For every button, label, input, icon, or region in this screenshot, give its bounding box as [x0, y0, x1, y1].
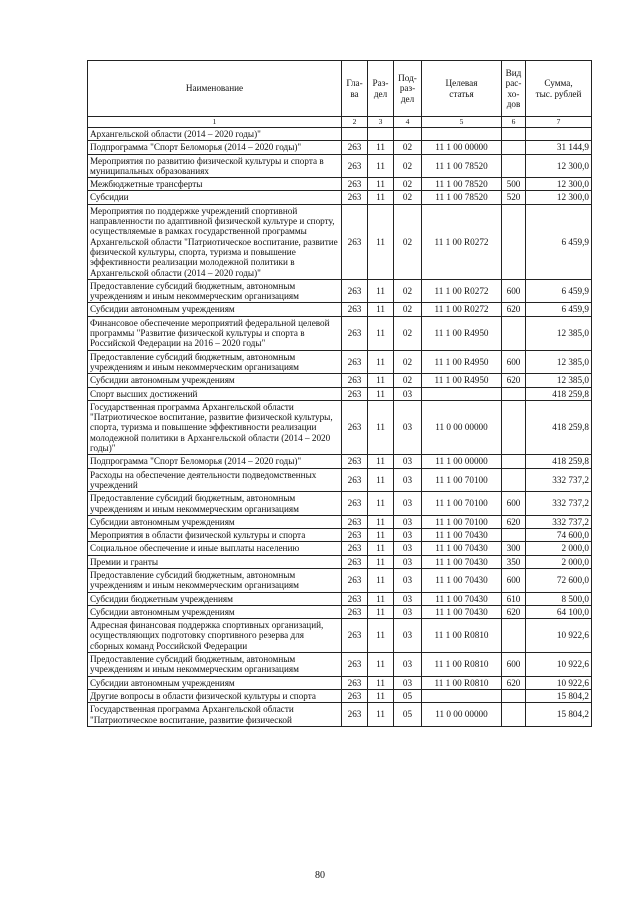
cell-razdel: 11	[368, 529, 394, 542]
table-row	[88, 303, 592, 316]
header-name: Наименование	[88, 61, 342, 117]
cell-razdel: 11	[368, 703, 394, 727]
cell-vid-rashodov	[502, 141, 526, 154]
table-row	[88, 703, 592, 727]
column-number: 2	[342, 117, 368, 128]
cell-summa: 332 737,2	[526, 468, 592, 492]
cell-razdel: 11	[368, 455, 394, 468]
column-number: 6	[502, 117, 526, 128]
table-row	[88, 542, 592, 555]
cell-glava: 263	[342, 689, 368, 702]
cell-razdel: 11	[368, 568, 394, 592]
cell-vid-rashodov	[502, 455, 526, 468]
cell-razdel: 11	[368, 400, 394, 454]
cell-celevaya-statya: 11 0 00 00000	[422, 703, 502, 727]
cell-summa: 12 300,0	[526, 154, 592, 178]
cell-glava: 263	[342, 555, 368, 568]
cell-razdel: 11	[368, 350, 394, 374]
cell-glava: 263	[342, 703, 368, 727]
cell-glava: 263	[342, 400, 368, 454]
cell-podrazdel: 03	[394, 676, 422, 689]
cell-celevaya-statya: 11 1 00 R0810	[422, 653, 502, 677]
cell-podrazdel: 03	[394, 542, 422, 555]
cell-celevaya-statya: 11 1 00 70430	[422, 555, 502, 568]
column-number: 5	[422, 117, 502, 128]
table-row	[88, 400, 592, 454]
table-row	[88, 178, 592, 191]
cell-summa: 12 385,0	[526, 316, 592, 350]
table-row	[88, 555, 592, 568]
cell-vid-rashodov	[502, 316, 526, 350]
cell-razdel: 11	[368, 279, 394, 303]
cell-razdel: 11	[368, 515, 394, 528]
cell-razdel: 11	[368, 141, 394, 154]
budget-table	[87, 60, 592, 727]
table-row	[88, 191, 592, 204]
cell-summa: 332 737,2	[526, 515, 592, 528]
cell-glava: 263	[342, 455, 368, 468]
cell-name: Предоставление субсидий бюджетным, автономным учреждениям и иным некоммерческим организациям	[88, 279, 342, 303]
cell-glava: 263	[342, 141, 368, 154]
cell-vid-rashodov: 520	[502, 191, 526, 204]
cell-vid-rashodov	[502, 689, 526, 702]
cell-glava: 263	[342, 529, 368, 542]
cell-podrazdel: 02	[394, 178, 422, 191]
cell-podrazdel: 03	[394, 468, 422, 492]
cell-summa: 72 600,0	[526, 568, 592, 592]
cell-name: Субсидии автономным учреждениям	[88, 303, 342, 316]
table-row	[88, 689, 592, 702]
cell-vid-rashodov: 620	[502, 676, 526, 689]
cell-glava: 263	[342, 619, 368, 653]
cell-celevaya-statya: 11 1 00 70100	[422, 468, 502, 492]
table-row	[88, 568, 592, 592]
cell-vid-rashodov	[502, 387, 526, 400]
cell-podrazdel: 03	[394, 605, 422, 618]
cell-vid-rashodov	[502, 128, 526, 141]
cell-summa: 6 459,9	[526, 279, 592, 303]
header-glava: Гла- ва	[342, 61, 368, 117]
cell-celevaya-statya: 11 0 00 00000	[422, 400, 502, 454]
cell-name: Подпрограмма "Спорт Беломорья (2014 – 2020 годы)"	[88, 141, 342, 154]
cell-name: Предоставление субсидий бюджетным, автономным учреждениям и иным некоммерческим организациям	[88, 653, 342, 677]
table-row	[88, 592, 592, 605]
cell-razdel: 11	[368, 689, 394, 702]
cell-summa: 6 459,9	[526, 303, 592, 316]
table-row	[88, 316, 592, 350]
cell-name: Субсидии бюджетным учреждениям	[88, 592, 342, 605]
cell-summa: 15 804,2	[526, 689, 592, 702]
table-row	[88, 279, 592, 303]
column-number: 7	[526, 117, 592, 128]
cell-summa: 418 259,8	[526, 400, 592, 454]
cell-podrazdel: 03	[394, 568, 422, 592]
cell-name: Предоставление субсидий бюджетным, автономным учреждениям и иным некоммерческим организациям	[88, 350, 342, 374]
cell-name: Архангельской области (2014 – 2020 годы)"	[88, 128, 342, 141]
cell-summa: 10 922,6	[526, 653, 592, 677]
cell-razdel: 11	[368, 374, 394, 387]
cell-celevaya-statya: 11 1 00 R4950	[422, 316, 502, 350]
cell-glava: 263	[342, 154, 368, 178]
cell-name: Мероприятия по поддержке учреждений спортивной направленности по адаптивной физической культуре и спорту, осуществляемые в рамках государственной программы Архангельской области "Патриотическое воспитание, развитие физической культуры, спорта, туризма и повышение эффективности реализации молодежной политики в Архангельской области (2014 – 2020 годы)"	[88, 204, 342, 279]
cell-podrazdel: 02	[394, 204, 422, 279]
cell-summa: 12 300,0	[526, 178, 592, 191]
cell-summa: 31 144,9	[526, 141, 592, 154]
cell-summa: 8 500,0	[526, 592, 592, 605]
cell-glava	[342, 128, 368, 141]
cell-summa: 12 300,0	[526, 191, 592, 204]
cell-podrazdel: 05	[394, 689, 422, 702]
cell-razdel: 11	[368, 387, 394, 400]
column-number-row	[88, 117, 592, 128]
cell-vid-rashodov: 620	[502, 605, 526, 618]
cell-podrazdel: 03	[394, 529, 422, 542]
cell-name: Предоставление субсидий бюджетным, автономным учреждениям и иным некоммерческим организациям	[88, 492, 342, 516]
cell-glava: 263	[342, 387, 368, 400]
header-summa: Сумма, тыс. рублей	[526, 61, 592, 117]
cell-glava: 263	[342, 350, 368, 374]
cell-razdel: 11	[368, 191, 394, 204]
cell-vid-rashodov: 500	[502, 178, 526, 191]
cell-vid-rashodov: 600	[502, 492, 526, 516]
cell-vid-rashodov	[502, 529, 526, 542]
cell-celevaya-statya: 11 1 00 70430	[422, 592, 502, 605]
cell-podrazdel: 03	[394, 592, 422, 605]
cell-name: Субсидии автономным учреждениям	[88, 605, 342, 618]
cell-celevaya-statya	[422, 689, 502, 702]
cell-name: Субсидии	[88, 191, 342, 204]
cell-celevaya-statya: 11 1 00 R4950	[422, 350, 502, 374]
column-number: 3	[368, 117, 394, 128]
cell-vid-rashodov: 350	[502, 555, 526, 568]
cell-glava: 263	[342, 592, 368, 605]
table-row	[88, 468, 592, 492]
table-row	[88, 529, 592, 542]
cell-glava: 263	[342, 542, 368, 555]
cell-name: Государственная программа Архангельской области "Патриотическое воспитание, развитие физической культуры, спорта, туризма и повышение эффективности реализации молодежной политики в Архангельской области (2014 – 2020 годы)"	[88, 400, 342, 454]
cell-name: Предоставление субсидий бюджетным, автономным учреждениям и иным некоммерческим организациям	[88, 568, 342, 592]
column-number: 4	[394, 117, 422, 128]
cell-razdel: 11	[368, 542, 394, 555]
cell-vid-rashodov: 600	[502, 568, 526, 592]
cell-celevaya-statya: 11 1 00 70430	[422, 529, 502, 542]
cell-summa	[526, 128, 592, 141]
cell-name: Премии и гранты	[88, 555, 342, 568]
cell-podrazdel: 02	[394, 374, 422, 387]
cell-vid-rashodov: 300	[502, 542, 526, 555]
cell-podrazdel: 02	[394, 279, 422, 303]
cell-vid-rashodov	[502, 703, 526, 727]
table-body	[88, 128, 592, 727]
cell-podrazdel: 03	[394, 619, 422, 653]
cell-razdel: 11	[368, 303, 394, 316]
cell-celevaya-statya: 11 1 00 78520	[422, 191, 502, 204]
cell-name: Мероприятия в области физической культуры и спорта	[88, 529, 342, 542]
cell-razdel: 11	[368, 653, 394, 677]
cell-podrazdel: 03	[394, 492, 422, 516]
cell-summa: 418 259,8	[526, 387, 592, 400]
cell-podrazdel: 03	[394, 387, 422, 400]
cell-razdel: 11	[368, 555, 394, 568]
cell-podrazdel: 03	[394, 515, 422, 528]
cell-podrazdel: 03	[394, 555, 422, 568]
table-row	[88, 515, 592, 528]
cell-glava: 263	[342, 492, 368, 516]
cell-razdel: 11	[368, 178, 394, 191]
cell-name: Спорт высших достижений	[88, 387, 342, 400]
cell-summa: 6 459,9	[526, 204, 592, 279]
cell-celevaya-statya: 11 1 00 00000	[422, 455, 502, 468]
cell-razdel: 11	[368, 592, 394, 605]
cell-vid-rashodov	[502, 154, 526, 178]
cell-vid-rashodov	[502, 619, 526, 653]
cell-summa: 418 259,8	[526, 455, 592, 468]
cell-razdel: 11	[368, 676, 394, 689]
cell-celevaya-statya: 11 1 00 R0272	[422, 303, 502, 316]
cell-glava: 263	[342, 178, 368, 191]
cell-name: Государственная программа Архангельской области "Патриотическое воспитание, развитие физической	[88, 703, 342, 727]
column-number: 1	[88, 117, 342, 128]
table-row	[88, 676, 592, 689]
cell-razdel: 11	[368, 316, 394, 350]
cell-podrazdel	[394, 128, 422, 141]
cell-podrazdel: 03	[394, 455, 422, 468]
cell-summa: 64 100,0	[526, 605, 592, 618]
cell-name: Субсидии автономным учреждениям	[88, 676, 342, 689]
cell-vid-rashodov	[502, 468, 526, 492]
cell-podrazdel: 02	[394, 141, 422, 154]
cell-glava: 263	[342, 568, 368, 592]
table-row	[88, 455, 592, 468]
cell-celevaya-statya: 11 1 00 70100	[422, 492, 502, 516]
cell-razdel: 11	[368, 204, 394, 279]
header-celevaya-statya: Целевая статья	[422, 61, 502, 117]
cell-vid-rashodov: 600	[502, 653, 526, 677]
table-row	[88, 605, 592, 618]
cell-name: Другие вопросы в области физической культуры и спорта	[88, 689, 342, 702]
cell-summa: 10 922,6	[526, 619, 592, 653]
cell-summa: 74 600,0	[526, 529, 592, 542]
cell-podrazdel: 03	[394, 653, 422, 677]
cell-podrazdel: 02	[394, 316, 422, 350]
table-row	[88, 204, 592, 279]
cell-vid-rashodov	[502, 204, 526, 279]
cell-celevaya-statya: 11 1 00 78520	[422, 154, 502, 178]
table-row	[88, 154, 592, 178]
cell-razdel: 11	[368, 468, 394, 492]
cell-glava: 263	[342, 653, 368, 677]
cell-vid-rashodov: 600	[502, 279, 526, 303]
cell-glava: 263	[342, 374, 368, 387]
cell-vid-rashodov: 610	[502, 592, 526, 605]
cell-vid-rashodov	[502, 400, 526, 454]
table-row	[88, 492, 592, 516]
cell-glava: 263	[342, 676, 368, 689]
cell-celevaya-statya: 11 1 00 R4950	[422, 374, 502, 387]
cell-celevaya-statya: 11 1 00 R0272	[422, 279, 502, 303]
cell-vid-rashodov: 620	[502, 515, 526, 528]
cell-name: Подпрограмма "Спорт Беломорья (2014 – 2020 годы)"	[88, 455, 342, 468]
cell-name: Адресная финансовая поддержка спортивных организаций, осуществляющих подготовку спортивного резерва для сборных команд Российской Федерации	[88, 619, 342, 653]
cell-razdel: 11	[368, 492, 394, 516]
cell-summa: 12 385,0	[526, 374, 592, 387]
cell-razdel: 11	[368, 619, 394, 653]
cell-glava: 263	[342, 468, 368, 492]
cell-celevaya-statya	[422, 128, 502, 141]
cell-celevaya-statya	[422, 387, 502, 400]
table-row	[88, 374, 592, 387]
cell-celevaya-statya: 11 1 00 R0810	[422, 676, 502, 689]
table-row	[88, 653, 592, 677]
table-header-row	[88, 61, 592, 117]
cell-podrazdel: 02	[394, 303, 422, 316]
cell-name: Субсидии автономным учреждениям	[88, 374, 342, 387]
cell-celevaya-statya: 11 1 00 R0810	[422, 619, 502, 653]
cell-razdel: 11	[368, 605, 394, 618]
cell-glava: 263	[342, 191, 368, 204]
header-razdel: Раз- дел	[368, 61, 394, 117]
cell-celevaya-statya: 11 1 00 70430	[422, 605, 502, 618]
cell-podrazdel: 02	[394, 350, 422, 374]
cell-razdel: 11	[368, 154, 394, 178]
cell-podrazdel: 05	[394, 703, 422, 727]
cell-name: Мероприятия по развитию физической культуры и спорта в муниципальных образованиях	[88, 154, 342, 178]
header-podrazdel: Под- раз- дел	[394, 61, 422, 117]
cell-razdel	[368, 128, 394, 141]
cell-summa: 10 922,6	[526, 676, 592, 689]
cell-podrazdel: 02	[394, 154, 422, 178]
cell-glava: 263	[342, 515, 368, 528]
cell-summa: 2 000,0	[526, 542, 592, 555]
cell-name: Социальное обеспечение и иные выплаты населению	[88, 542, 342, 555]
cell-glava: 263	[342, 303, 368, 316]
cell-celevaya-statya: 11 1 00 70430	[422, 542, 502, 555]
cell-glava: 263	[342, 316, 368, 350]
table-row	[88, 141, 592, 154]
cell-podrazdel: 02	[394, 191, 422, 204]
table-row	[88, 619, 592, 653]
cell-glava: 263	[342, 605, 368, 618]
table-row	[88, 387, 592, 400]
cell-celevaya-statya: 11 1 00 78520	[422, 178, 502, 191]
cell-name: Расходы на обеспечение деятельности подведомственных учреждений	[88, 468, 342, 492]
cell-podrazdel: 03	[394, 400, 422, 454]
cell-name: Финансовое обеспечение мероприятий федеральной целевой программы "Развитие физической культуры и спорта в Российской Федерации на 2016 – 2020 годы"	[88, 316, 342, 350]
cell-summa: 2 000,0	[526, 555, 592, 568]
page-number: 80	[315, 870, 325, 881]
cell-celevaya-statya: 11 1 00 R0272	[422, 204, 502, 279]
cell-summa: 15 804,2	[526, 703, 592, 727]
cell-vid-rashodov: 600	[502, 350, 526, 374]
table-row	[88, 350, 592, 374]
cell-celevaya-statya: 11 1 00 70100	[422, 515, 502, 528]
header-vid-rashodov: Вид рас- хо- дов	[502, 61, 526, 117]
cell-vid-rashodov: 620	[502, 374, 526, 387]
cell-summa: 12 385,0	[526, 350, 592, 374]
cell-glava: 263	[342, 279, 368, 303]
cell-celevaya-statya: 11 1 00 70430	[422, 568, 502, 592]
cell-glava: 263	[342, 204, 368, 279]
cell-name: Межбюджетные трансферты	[88, 178, 342, 191]
cell-name: Субсидии автономным учреждениям	[88, 515, 342, 528]
cell-vid-rashodov: 620	[502, 303, 526, 316]
cell-celevaya-statya: 11 1 00 00000	[422, 141, 502, 154]
cell-summa: 332 737,2	[526, 492, 592, 516]
table-row	[88, 128, 592, 141]
